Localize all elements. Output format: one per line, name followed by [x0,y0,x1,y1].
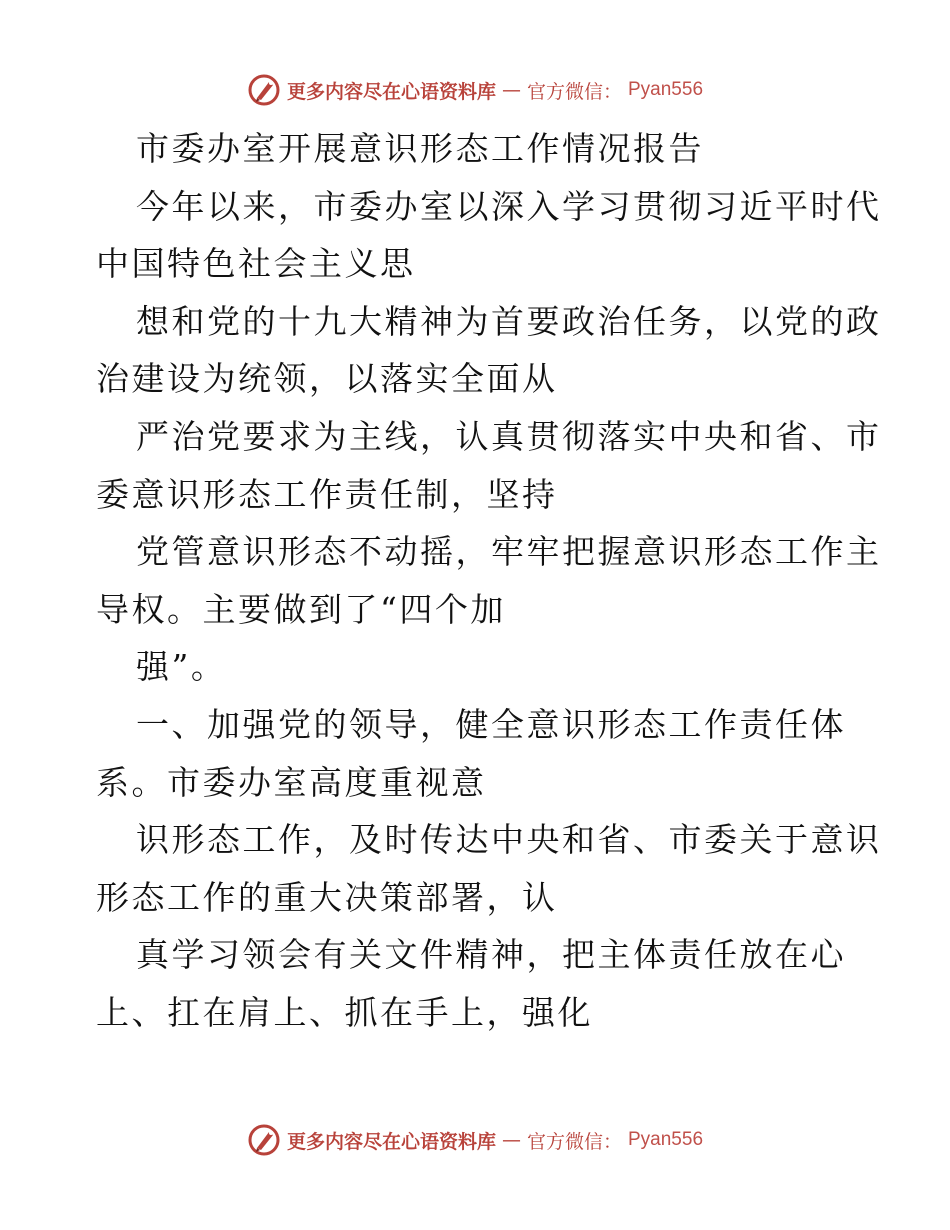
header-watermark [0,70,950,110]
watermark-wechat-id: Pyan556 [628,1129,704,1150]
watermark-wechat-label: 官方微信： [526,80,622,103]
pen-logo-icon [247,1123,281,1157]
watermark-site-text: 更多内容尽在心语资料库 [286,80,496,103]
document-title: 市委办室开展意识形态工作情况报告 [136,129,704,168]
text-line: 想和党的十九大精神为首要政治任务，以党的政 [136,301,882,341]
document-body [96,120,882,1042]
text-line: 真学习领会有关文件精神，把主体责任放在心 [136,935,846,975]
text-line: 党管意识形态不动摇，牢牢把握意识形态工作主 [136,532,882,572]
watermark-wechat-label: 官方微信： [526,1130,622,1153]
text-line: 强”。 [136,647,227,687]
pen-logo-icon [247,73,281,107]
text-line: 中国特色社会主义思 [96,244,416,284]
text-line: 严治党要求为主线，认真贯彻落实中央和省、市 [136,416,882,456]
footer-watermark [0,1120,950,1160]
watermark-wechat-id: Pyan556 [628,79,704,100]
text-line: 系。市委办室高度重视意 [96,762,487,802]
text-line: 识形态工作，及时传达中央和省、市委关于意识 [136,820,882,860]
section-heading-line: 一、加强党的领导，健全意识形态工作责任体 [136,704,846,744]
watermark-site-text: 更多内容尽在心语资料库 [286,1130,496,1153]
text-line: 今年以来，市委办室以深入学习贯彻习近平时代 [136,186,882,226]
text-line: 导权。主要做到了“四个加 [96,589,506,629]
watermark-dash: — [501,1129,521,1151]
text-line: 形态工作的重大决策部署，认 [96,877,558,917]
watermark-dash: — [501,79,521,101]
text-line: 上、扛在肩上、抓在手上，强化 [96,992,593,1032]
text-line: 委意识形态工作责任制，坚持 [96,474,558,514]
text-line: 治建设为统领，以落实全面从 [96,359,558,399]
